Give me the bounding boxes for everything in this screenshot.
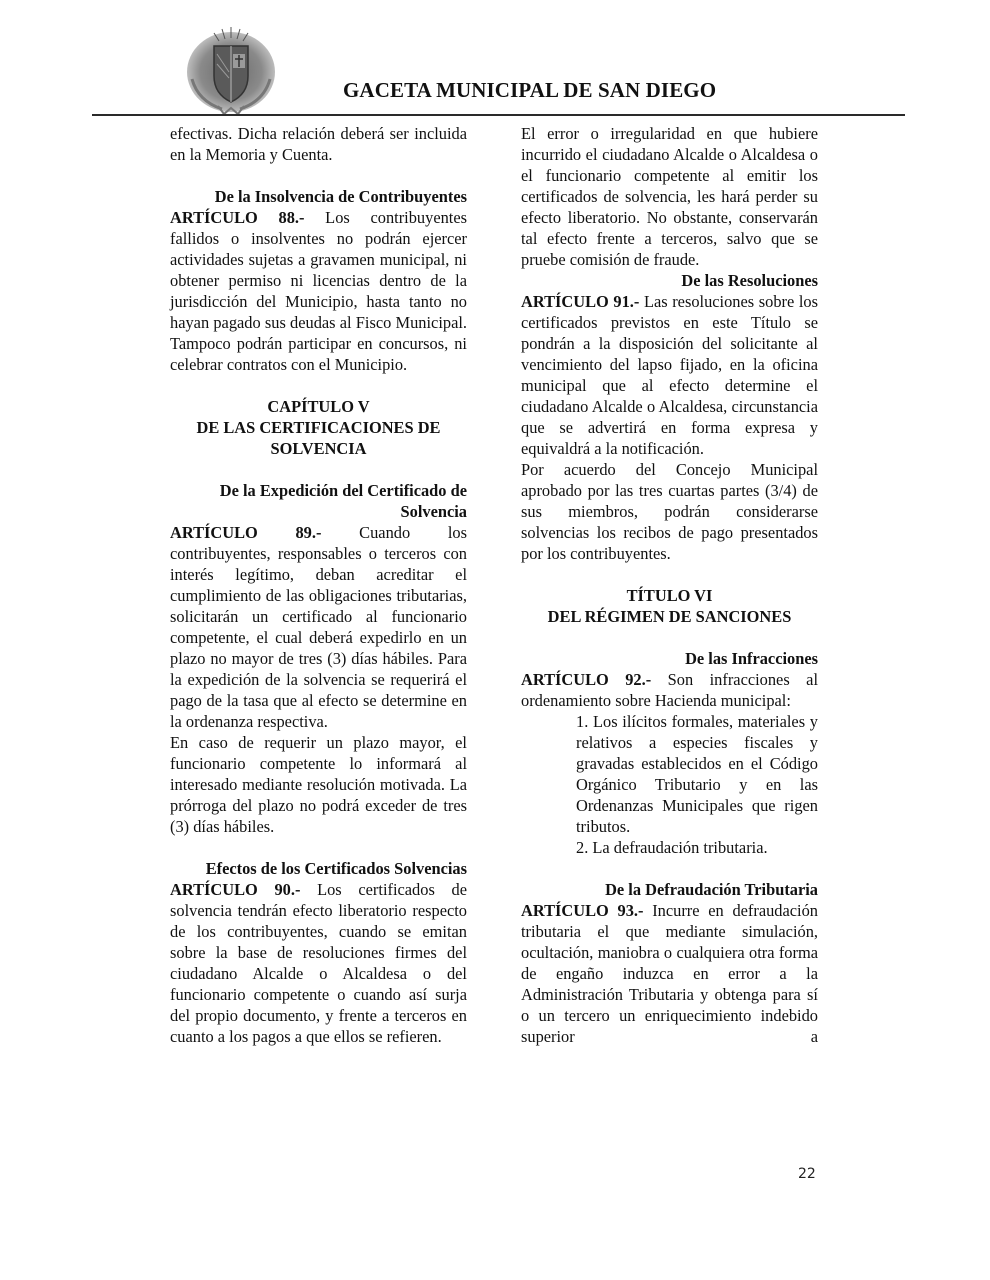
article-92-heading: De las Infracciones (685, 649, 818, 668)
article-92-text: Son infracciones al ordenamiento sobre Hacienda municipal: (521, 670, 819, 710)
article-89-heading-line1: De la Expedición del Certificado de (219, 481, 467, 500)
article-93-text: Incurre en defraudación tributaria el que mediante simulación, ocultación, maniobra o cualquiera otra forma de engaño induzca en error a la Administración Tributaria y obtenga para sí o un tercero un enriquecimiento indebido superior a (521, 901, 818, 1046)
article-91-text: Las resoluciones sobre los certificados previstos en este Título se pondrán a la disposición del solicitante al vencimiento del lapso fijado, en la oficina municipal que al efecto determine el ciudadano Alcalde o Alcaldesa, circunstancia que se advertirá en forma expresa y equivaldrá a la notificación. (521, 292, 818, 458)
article-92-label: ARTÍCULO 92.- (521, 670, 652, 689)
article-88-text: Los contribuyentes fallidos o insolventes no podrán ejercer actividades sujetas a gravamen municipal, ni obtener permiso ni licencias dentro de la jurisdicción del Municipio, hasta tanto no hayan pagado sus deudas al Fisco Municipal. Tampoco podrán participar en concursos, ni celebrar contratos con el Municipio. (170, 208, 468, 374)
intro-paragraph: efectivas. Dicha relación deberá ser incluida en la Memoria y Cuenta. (170, 124, 467, 164)
article-91-paragraph-2: Por acuerdo del Concejo Municipal aprobado por las tres cuartas partes (3/4) de sus miembros, podrán considerarse solvencias los recibos de pago presentados por los contribuyentes. (521, 460, 818, 563)
municipal-coat-of-arms-icon (184, 24, 278, 116)
article-88-label: ARTÍCULO 88.- (170, 208, 305, 227)
article-90-label: ARTÍCULO 90.- (170, 880, 301, 899)
infractions-list (521, 711, 818, 858)
article-89-body (170, 522, 467, 732)
article-88-heading: De la Insolvencia de Contribuyentes (214, 187, 467, 206)
article-92-body (521, 669, 818, 711)
header-divider (92, 114, 905, 116)
chapter-title-line2: SOLVENCIA (270, 439, 367, 458)
article-90-body (170, 879, 467, 1047)
right-column (521, 123, 818, 1047)
gazette-title: GACETA MUNICIPAL DE SAN DIEGO (343, 78, 717, 102)
left-column (170, 123, 467, 1047)
article-89-heading-line2: Solvencia (400, 502, 467, 521)
article-93-label: ARTÍCULO 93.- (521, 901, 644, 920)
chapter-number: CAPÍTULO V (267, 397, 370, 416)
list-item: 2. La defraudación tributaria. (576, 838, 768, 857)
article-93-heading: De la Defraudación Tributaria (605, 880, 818, 899)
article-90-text: Los certificados de solvencia tendrán efecto liberatorio respecto de los contribuyentes, cuando se emitan sobre la base de resoluciones firmes del ciudadano Alcalde o Alcaldesa o del funcionario competente o cuando así surja del propio documento, y frente a terceros en cuanto a los pagos a que ellos se refieren. (170, 880, 467, 1046)
article-91-body (521, 291, 818, 459)
article-89-paragraph-2: En caso de requerir un plazo mayor, el funcionario competente lo informará al interesado mediante resolución motivada. La prórroga del plazo no podrá exceder de tres (3) días hábiles. (170, 733, 467, 836)
article-93-body (521, 900, 818, 1047)
page-number: 22 (798, 1166, 816, 1182)
article-90-heading: Efectos de los Certificados Solvencias (205, 859, 467, 878)
list-item: 1. Los ilícitos formales, materiales y relativos a especies fiscales y gravadas establecidos en el Código Orgánico Tributario y en las Ordenanzas Municipales que rigen tributos. (576, 712, 818, 836)
article-88-body (170, 207, 467, 375)
article-89-text: Cuando los contribuyentes, responsables o terceros con interés legítimo, deban acreditar el cumplimiento de las obligaciones tributarias, solicitarán un certificado al funcionario competente, el cual deberá expedirlo en un plazo no mayor de tres (3) días hábiles. Para la expedición de la solvencia se requerirá el pago de la tasa que al efecto se determine en la ordenanza respectiva. (170, 523, 467, 731)
article-91-heading: De las Resoluciones (681, 271, 818, 290)
title-name: DEL RÉGIMEN DE SANCIONES (547, 607, 792, 626)
title-number: TÍTULO VI (626, 586, 713, 605)
continuation-paragraph: El error o irregularidad en que hubiere incurrido el ciudadano Alcalde o Alcaldesa o el funcionario competente al emitir los certificados de solvencia, les hará perder su efecto liberatorio. No obstante, conservarán tal efecto frente a terceros, salvo que se pruebe comisión de fraude. (521, 124, 818, 269)
chapter-title-line1: DE LAS CERTIFICACIONES DE (196, 418, 441, 437)
article-91-label: ARTÍCULO 91.- (521, 292, 640, 311)
article-89-label: ARTÍCULO 89.- (170, 523, 322, 542)
